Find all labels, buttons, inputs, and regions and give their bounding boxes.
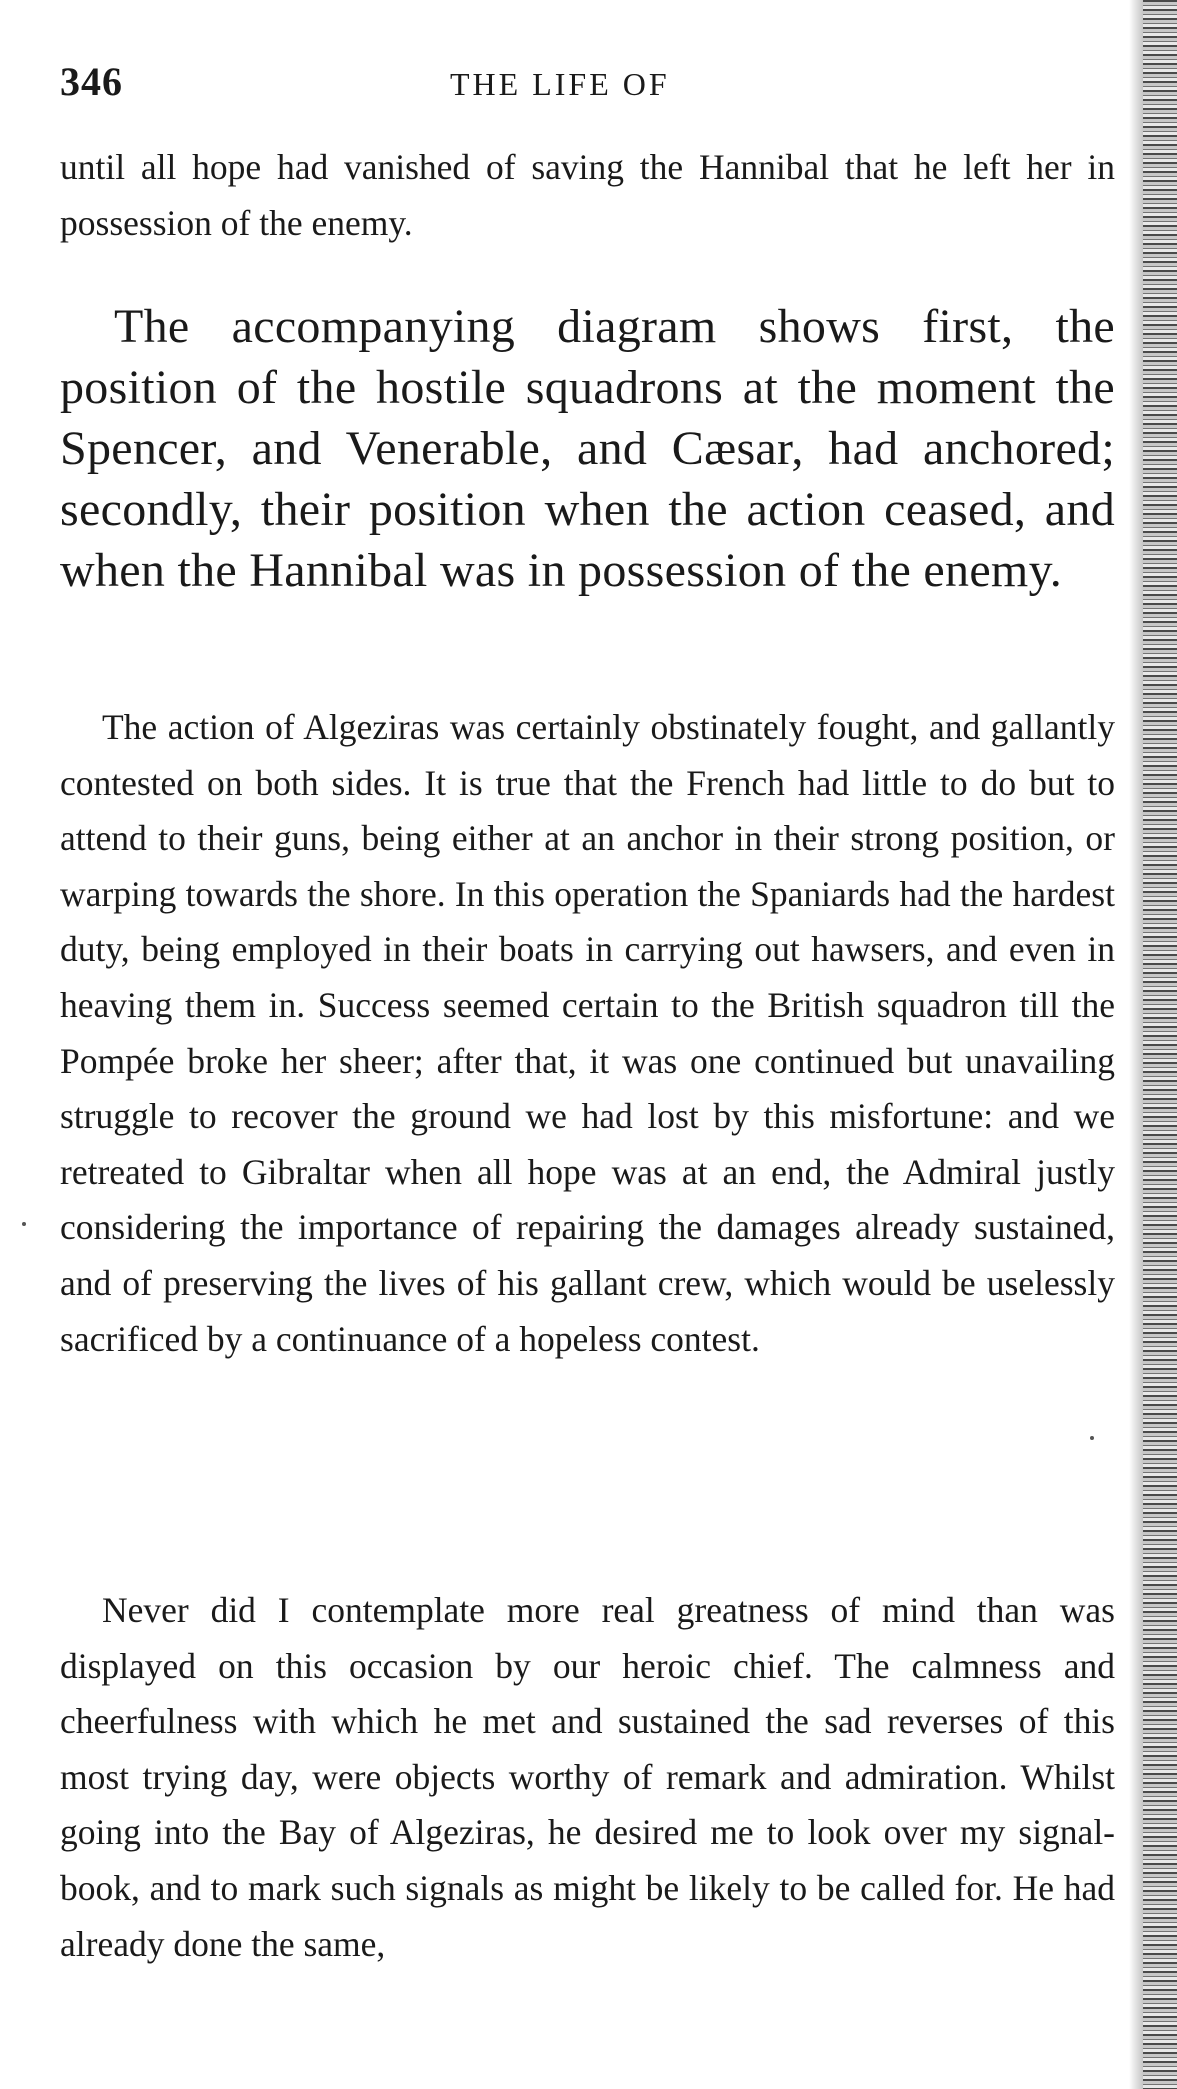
page-number: 346 <box>60 59 123 104</box>
ink-speck <box>1090 1436 1094 1440</box>
paragraph-diagram-note: The accompanying diagram shows first, the position of the hostile squadrons at the moment the Spencer, and Venerable, and Cæsar, had anchored; secondly, their position when the action ceased, and when the Hannibal was in possession of the enemy. <box>60 300 1115 597</box>
running-title: THE LIFE OF <box>450 66 670 102</box>
paragraph-continuation: until all hope had vanished of saving the Hannibal that he left her in possession of the enemy. <box>60 147 1115 243</box>
paragraph-action-of-algeziras: The action of Algeziras was certainly obstinately fought, and gallantly contested on both sides. It is true that the French had little to do but to attend to their guns, being either at an anchor in their strong position, or warping towards the shore. In this operation the Spaniards had the hardest duty, being employed in their boats in carrying out hawsers, and even in heaving them in. Success seemed certain to the British squadron till the Pompée broke her sheer; after that, it was one continued but unavailing struggle to recover the ground we had lost by this misfortune: and we retreated to Gibraltar when all hope was at an end, the Admiral justly considering the importance of repairing the damages already sustained, and of preserving the lives of his gallant crew, which would be uselessly sacrificed by a continuance of a hopeless contest. <box>60 707 1115 1359</box>
ink-speck <box>22 1222 26 1226</box>
paragraph-greatness-of-mind: Never did I contemplate more real greatness of mind than was displayed on this occasion by our heroic chief. The calmness and cheerfulness with which he met and sustained the sad reverses of this most trying day, were objects worthy of remark and admiration. Whilst going into the Bay of Algeziras, he desired me to look over my signal-book, and to mark such signals as might be likely to be called for. He had already done the same, <box>60 1590 1115 1964</box>
binding-edge <box>1143 0 1177 2089</box>
binding-shadow <box>1129 0 1143 2089</box>
